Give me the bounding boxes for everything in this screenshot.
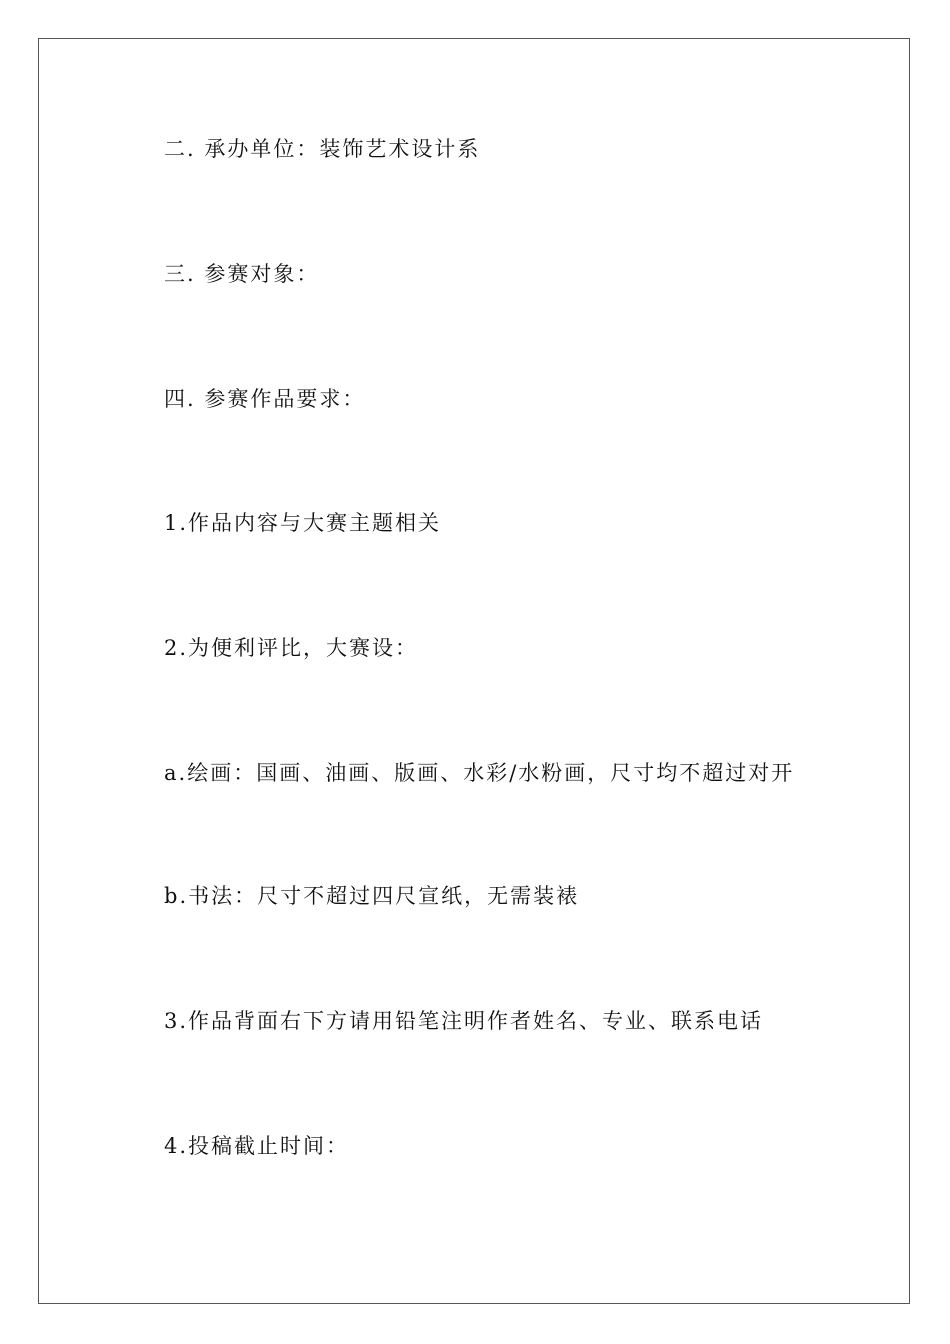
section-requirements: 四. 参赛作品要求： <box>164 387 366 411</box>
requirement-item-3: 3.作品背面右下方请用铅笔注明作者姓名、专业、联系电话 <box>164 1009 764 1033</box>
requirement-item-4: 4.投稿截止时间： <box>164 1134 350 1158</box>
section-organizer: 二. 承办单位：装饰艺术设计系 <box>164 137 481 161</box>
section-participants: 三. 参赛对象： <box>164 262 320 286</box>
requirement-item-1: 1.作品内容与大赛主题相关 <box>164 511 442 535</box>
requirement-item-2: 2.为便利评比，大赛设： <box>164 636 419 660</box>
page-border <box>38 38 910 1304</box>
sub-item-painting: a.绘画：国画、油画、版画、水彩/水粉画，尺寸均不超过对开 <box>164 761 795 785</box>
sub-item-calligraphy: b.书法：尺寸不超过四尺宣纸，无需装裱 <box>164 884 580 908</box>
